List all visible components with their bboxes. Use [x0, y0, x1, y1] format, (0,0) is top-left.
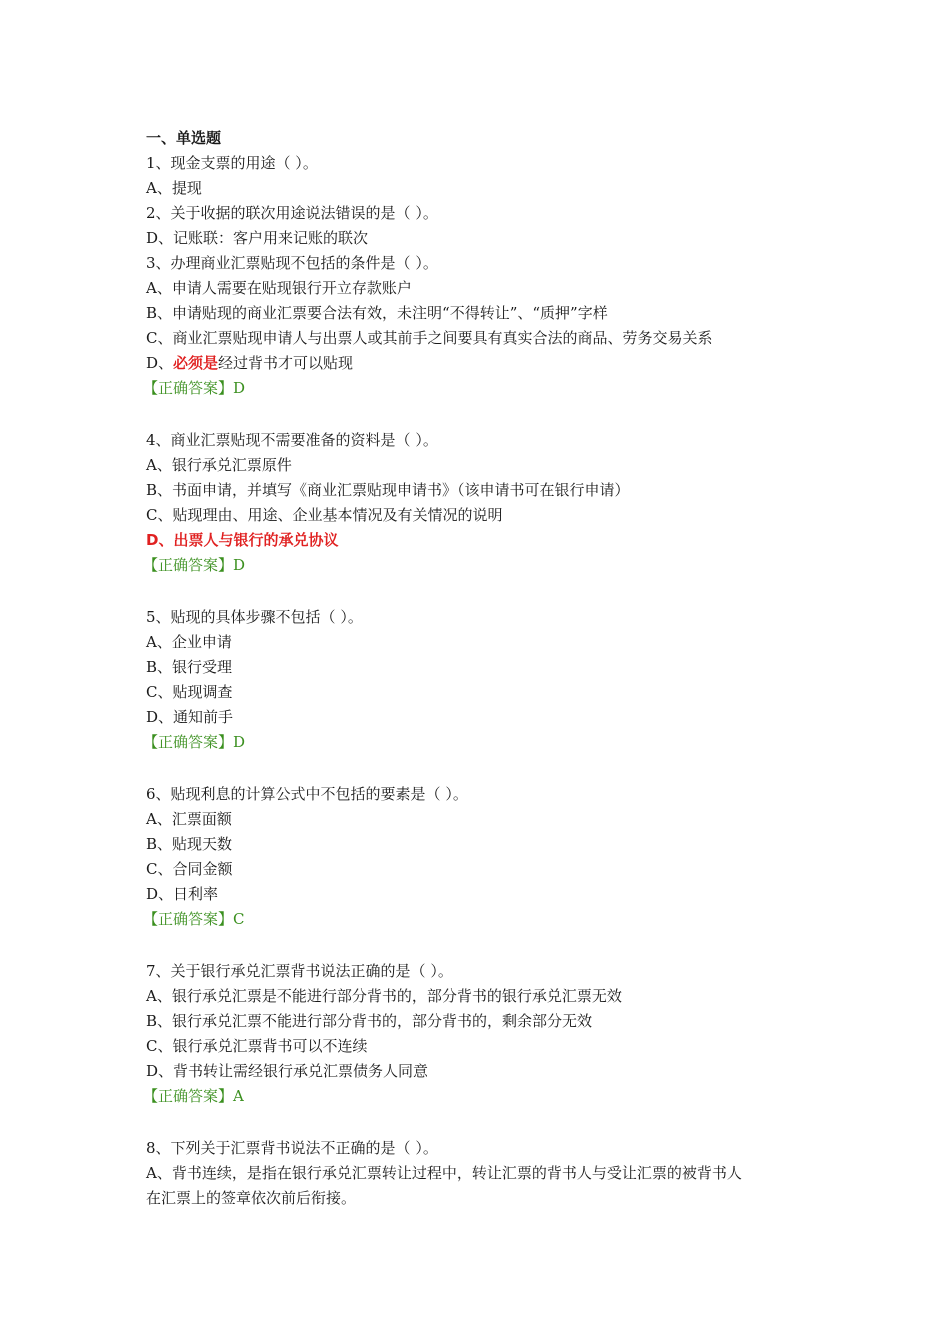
- option-d: D、背书转让需经银行承兑汇票债务人同意: [146, 1062, 429, 1080]
- question-text: 3、办理商业汇票贴现不包括的条件是（ ）。: [146, 254, 438, 272]
- option-d-rest: 经过背书才可以贴现: [218, 354, 354, 372]
- question-text: 4、商业汇票贴现不需要准备的资料是（ ）。: [146, 431, 438, 449]
- question-text: 1、现金支票的用途（ ）。: [146, 154, 318, 172]
- question-3: [143, 251, 826, 401]
- question-4: [143, 428, 826, 578]
- option-a: A、申请人需要在贴现银行开立存款账户: [146, 279, 412, 297]
- option-d: D、记账联：客户用来记账的联次: [146, 229, 369, 247]
- question-text: 6、贴现利息的计算公式中不包括的要素是（ ）。: [146, 785, 468, 803]
- option-a: A、企业申请: [146, 633, 232, 651]
- option-a-line-1: A、背书连续，是指在银行承兑汇票转让过程中，转让汇票的背书人与受让汇票的被背书人: [146, 1164, 742, 1182]
- option-c: C、合同金额: [146, 860, 233, 878]
- option-b: B、银行受理: [146, 658, 233, 676]
- option-b: B、银行承兑汇票不能进行部分背书的，部分背书的，剩余部分无效: [146, 1012, 593, 1030]
- option-a: A、汇票面额: [146, 810, 232, 828]
- question-text: 7、关于银行承兑汇票背书说法正确的是（ ）。: [146, 962, 453, 980]
- option-a: A、银行承兑汇票原件: [146, 456, 292, 474]
- option-d: D、日利率: [146, 885, 219, 903]
- option-a: A、提现: [146, 179, 202, 197]
- option-d: [146, 351, 826, 376]
- section-title: 一、单选题: [146, 129, 222, 147]
- option-d: D、通知前手: [146, 708, 234, 726]
- question-5: [143, 605, 826, 755]
- option-d: D、出票人与银行的承兑协议: [146, 531, 339, 549]
- option-c: C、贴现调查: [146, 683, 233, 701]
- option-b: B、申请贴现的商业汇票要合法有效，未注明“不得转让”、“质押”字样: [146, 304, 608, 322]
- question-8: [146, 1136, 826, 1211]
- correct-answer: 【正确答案】D: [143, 556, 246, 574]
- question-7: [143, 959, 826, 1109]
- option-d-prefix: D、: [146, 354, 174, 372]
- option-d-emphasis: 必须是: [173, 354, 219, 372]
- option-b: B、贴现天数: [146, 835, 233, 853]
- correct-answer: 【正确答案】D: [143, 379, 246, 397]
- option-b: B、书面申请，并填写《商业汇票贴现申请书》（该申请书可在银行申请）: [146, 481, 630, 499]
- question-2: [146, 201, 826, 251]
- question-1: [146, 151, 826, 201]
- question-text: 8、下列关于汇票背书说法不正确的是（ ）。: [146, 1139, 438, 1157]
- option-a-line-2: 在汇票上的签章依次前后衔接。: [146, 1189, 357, 1207]
- question-text: 2、关于收据的联次用途说法错误的是（ ）。: [146, 204, 438, 222]
- option-c: C、商业汇票贴现申请人与出票人或其前手之间要具有真实合法的商品、劳务交易关系: [146, 329, 713, 347]
- option-a: A、银行承兑汇票是不能进行部分背书的，部分背书的银行承兑汇票无效: [146, 987, 622, 1005]
- correct-answer: 【正确答案】D: [143, 733, 246, 751]
- question-6: [143, 782, 826, 932]
- option-c: C、银行承兑汇票背书可以不连续: [146, 1037, 368, 1055]
- document-page: [143, 126, 826, 1211]
- correct-answer: 【正确答案】A: [143, 1087, 244, 1105]
- correct-answer: 【正确答案】C: [143, 910, 245, 928]
- question-text: 5、贴现的具体步骤不包括（ ）。: [146, 608, 363, 626]
- option-c: C、贴现理由、用途、企业基本情况及有关情况的说明: [146, 506, 503, 524]
